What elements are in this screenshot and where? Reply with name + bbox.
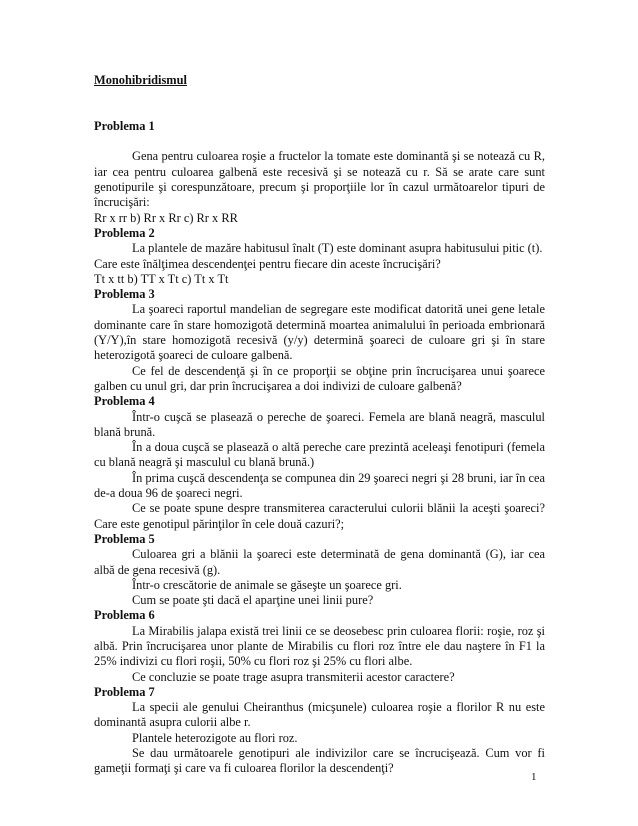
problem-section — [94, 608, 545, 684]
problems-list — [94, 119, 545, 777]
problem-section — [94, 287, 545, 394]
problem-paragraph: Culoarea gri a blănii la şoareci este determinată de gena dominantă (G), iar cea albă de gena recesivă (g). — [94, 547, 545, 577]
problem-heading: Problema 4 — [94, 394, 155, 409]
problem-paragraph: În prima cuşcă descendenţa se compunea din 29 şoareci negri şi 28 bruni, iar în cea de-a doua 96 de şoareci negri. — [94, 470, 545, 501]
problem-paragraph: Se dau următoarele genotipuri ale indivizilor care se încrucişează. Cum vor fi gameţii formaţi şi care va fi culoarea florilor la descendenţi? — [94, 746, 545, 776]
problem-paragraph: La specii ale genului Cheiranthus (micşunele) culoarea roşie a florilor R nu este dominantă asupra culorii albe r. — [94, 700, 545, 730]
problem-paragraph: Cum se poate şti dacă el aparţine unei linii pure? — [132, 593, 374, 608]
problem-heading: Problema 2 — [94, 225, 155, 240]
problem-paragraph: Ce concluzie se poate trage asupra transmiterii acestor caractere? — [132, 669, 455, 684]
document-content — [94, 73, 545, 777]
problem-heading: Problema 6 — [94, 608, 155, 623]
problem-heading: Problema 1 — [94, 118, 155, 133]
problem-heading: Problema 5 — [94, 531, 155, 546]
document-title: Monohibridismul — [94, 73, 187, 87]
problem-section — [94, 119, 545, 226]
spacer — [94, 134, 545, 149]
problem-paragraph: În a doua cuşcă se plasează o altă pereche care prezintă aceleaşi fenotipuri (femela cu blană neagră şi masculul cu blană brună.) — [94, 440, 545, 470]
problem-section — [94, 532, 545, 608]
problem-paragraph: Care este înălţimea descendenţei pentru fiecare din aceste încrucişări? — [94, 256, 441, 271]
problem-section — [94, 685, 545, 777]
page-number: 1 — [531, 771, 537, 783]
problem-paragraph: Rr x rr b) Rr x Rr c) Rr x RR — [94, 210, 238, 225]
problem-paragraph: La Mirabilis jalapa există trei linii ce se deosebesc prin culoarea florii: roşie, roz şi albă. Prin încrucişarea unor plante de Mirabilis cu flori roz între ele dau naştere în F1 la 25% indivizi cu flori roşii, 50% cu flori roz şi 25% cu flori albe. — [94, 623, 545, 669]
problem-paragraph: Ce se poate spune despre transmiterea caracterului culorii blănii la aceşti şoareci? Care este genotipul părinţilor în cele două cazuri?; — [94, 501, 545, 531]
problem-paragraph: Ce fel de descendenţă şi în ce proporţii se obţine prin încrucişarea unui şoarece galben cu unul gri, dar prin încrucişarea a doi indivizi de culoare galbenă? — [94, 363, 545, 393]
problem-heading: Problema 3 — [94, 287, 155, 302]
problem-section — [94, 226, 545, 287]
problem-section — [94, 394, 545, 532]
problem-heading: Problema 7 — [94, 684, 155, 699]
problem-paragraph: Tt x tt b) TT x Tt c) Tt x Tt — [94, 271, 229, 286]
problem-paragraph: Într-o crescătorie de animale se găseşte un şoarece gri. — [132, 577, 402, 592]
problem-paragraph: La şoareci raportul mandelian de segregare este modificat datorită unei gene letale dominante care în stare homozigotă determină moartea animalului în perioada embrionară (Y/Y),în stare homozigotă recesivă (y/y) determină şoareci de culoare gri şi în stare heterozigotă şoareci de culoare galbenă. — [94, 302, 545, 363]
spacer — [94, 104, 545, 119]
problem-paragraph: Gena pentru culoarea roşie a fructelor la tomate este dominantă şi se notează cu R, iar cea pentru culoarea galbenă este recesivă şi se notează cu r. Să se arate care sunt genotipurile şi corespunzătoare, precum şi proporţiile lor în cazul următoarelor tipuri de încrucişări: — [94, 149, 545, 210]
problem-paragraph: Plantele heterozigote au flori roz. — [132, 730, 298, 745]
problem-paragraph: La plantele de mazăre habitusul înalt (T) este dominant asupra habitusului pitic (t). — [132, 241, 543, 256]
problem-paragraph: Într-o cuşcă se plasează o pereche de şoareci. Femela are blană neagră, masculul blană brună. — [94, 409, 545, 439]
